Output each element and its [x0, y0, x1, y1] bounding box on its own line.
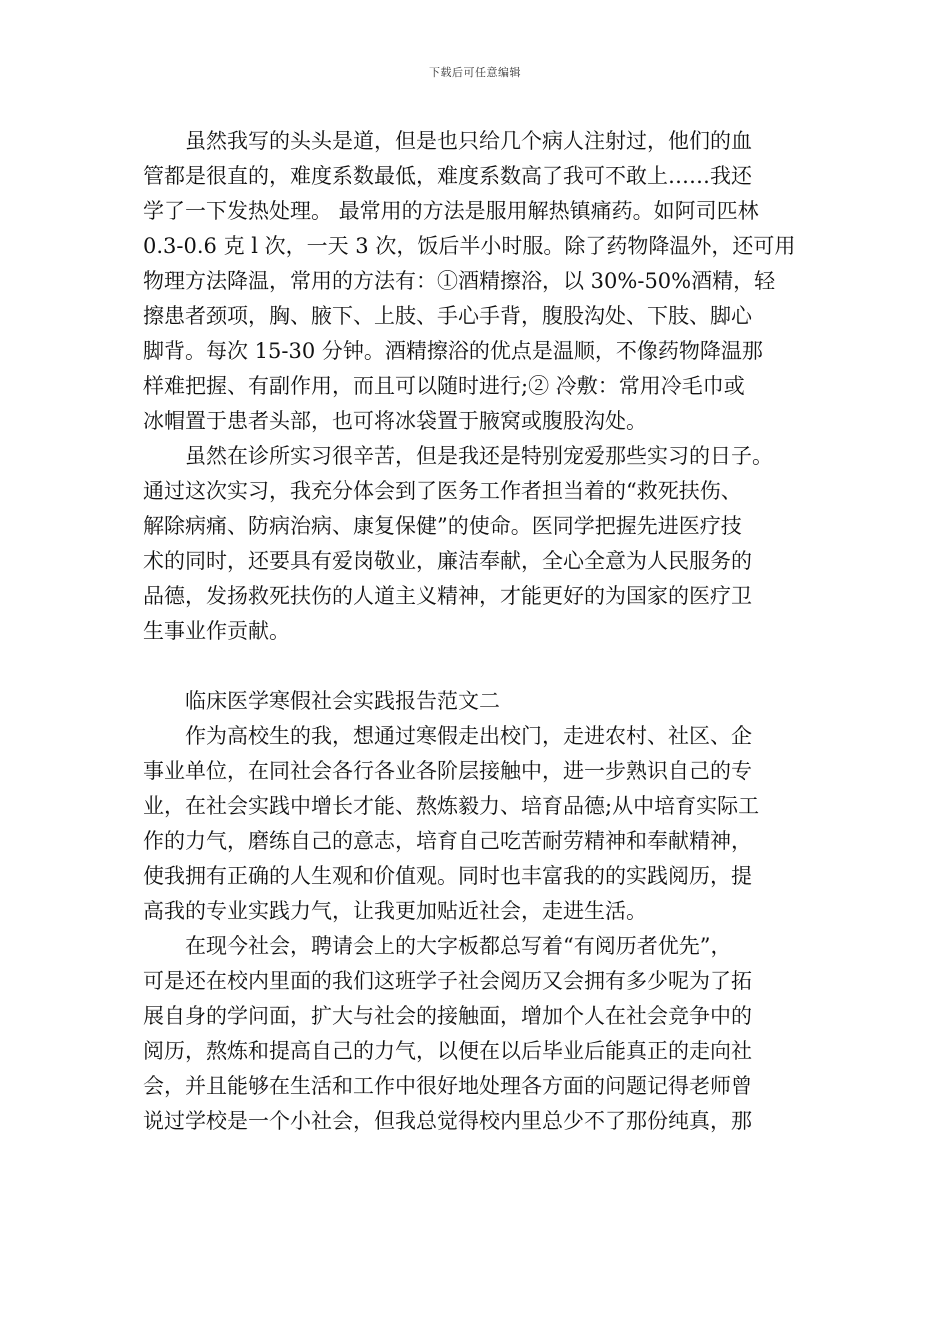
- text-line: 说过学校是一个小社会，但我总觉得校内里总少不了那份纯真，那: [143, 1109, 752, 1133]
- text-line: 脚背。每次 15-30 分钟。酒精擦浴的优点是温顺，不像药物降温那: [143, 339, 763, 363]
- text-line: 事业单位，在同社会各行各业各阶层接触中，进一步熟识自己的专: [143, 759, 752, 783]
- text-line: 管都是很直的，难度系数最低，难度系数高了我可不敢上……我还: [143, 164, 752, 188]
- text-line: 通过这次实习，我充分体会到了医务工作者担当着的“救死扶伤、: [143, 479, 742, 503]
- text-line: 解除病痛、防病治病、康复保健”的使命。医同学把握先进医疗技: [143, 514, 742, 538]
- text-line: 样难把握、有副作用，而且可以随时进行;② 冷敷：常用冷毛巾或: [143, 374, 745, 398]
- section-title: 临床医学寒假社会实践报告范文二: [185, 689, 500, 713]
- document-body: [143, 124, 811, 1139]
- text-line: 高我的专业实践力气，让我更加贴近社会，走进生活。: [143, 899, 647, 923]
- text-line: 作为高校生的我，想通过寒假走出校门，走进农村、社区、企: [185, 724, 752, 748]
- text-line: 0.3-0.6 克 l 次，一天 3 次，饭后半小时服。除了药物降温外，还可用: [143, 234, 796, 258]
- paragraph-fever-treatment: [143, 124, 811, 439]
- text-line: 展自身的学问面，扩大与社会的接触面，增加个人在社会竞争中的: [143, 1004, 752, 1028]
- text-line: 使我拥有正确的人生观和价值观。同时也丰富我的的实践阅历，提: [143, 864, 752, 888]
- text-line: 冰帽置于患者头部，也可将冰袋置于腋窝或腹股沟处。: [143, 409, 647, 433]
- paragraph-internship-reflection: [143, 439, 811, 649]
- text-line: 虽然我写的头头是道，但是也只给几个病人注射过，他们的血: [185, 129, 752, 153]
- paragraph-society-experience: [143, 929, 811, 1139]
- page-header: 下载后可任意编辑: [429, 66, 521, 79]
- text-line: 虽然在诊所实习很辛苦，但是我还是特别宠爱那些实习的日子。: [185, 444, 773, 468]
- text-line: 在现今社会，聘请会上的大字板都总写着“有阅历者优先”，: [185, 934, 732, 958]
- text-line: 品德，发扬救死扶伤的人道主义精神，才能更好的为国家的医疗卫: [143, 584, 752, 608]
- text-line: 业，在社会实践中增长才能、熬炼毅力、培育品德;从中培育实际工: [143, 794, 760, 818]
- text-line: 擦患者颈项，胸、腋下、上肢、手心手背，腹股沟处、下肢、脚心: [143, 304, 752, 328]
- text-line: 术的同时，还要具有爱岗敬业，廉洁奉献，全心全意为人民服务的: [143, 549, 752, 573]
- text-line: 生事业作贡献。: [143, 619, 290, 643]
- text-line: 作的力气，磨练自己的意志，培育自己吃苦耐劳精神和奉献精神，: [143, 829, 752, 853]
- text-line: 会，并且能够在生活和工作中很好地处理各方面的问题记得老师曾: [143, 1074, 752, 1098]
- text-line: 学了一下发热处理。 最常用的方法是服用解热镇痛药。如阿司匹林: [143, 199, 759, 223]
- paragraph-spacer: [143, 649, 811, 684]
- text-line: 阅历，熬炼和提高自己的力气，以便在以后毕业后能真正的走向社: [143, 1039, 752, 1063]
- text-line: 可是还在校内里面的我们这班学子社会阅历又会拥有多少呢为了拓: [143, 969, 752, 993]
- paragraph-practice-goals: [143, 719, 811, 929]
- text-line: 物理方法降温，常用的方法有：①酒精擦浴，以 30%-50%酒精，轻: [143, 269, 776, 293]
